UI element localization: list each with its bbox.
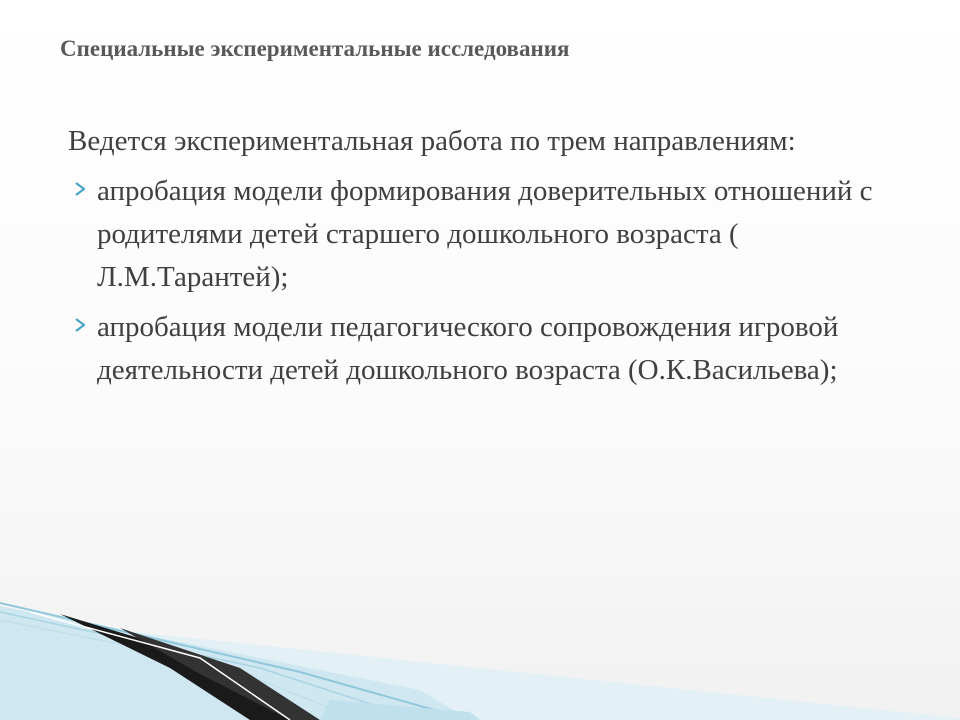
bullet-text: апробация модели педагогического сопровождения игровой деятельности детей дошкольного возраста (О.К.Васильева);: [97, 311, 839, 386]
slide-content: [68, 120, 908, 392]
bullet-text: апробация модели формирования доверительных отношений с родителями детей старшего дошкольного возраста ( Л.М.Тарантей);: [97, 175, 873, 293]
list-item: [68, 306, 908, 392]
list-item: [68, 170, 908, 299]
chevron-right-icon: [73, 317, 87, 333]
bullet-list: [68, 170, 908, 392]
chevron-right-icon: [73, 181, 87, 197]
slide-title: Специальные экспериментальные исследования: [60, 36, 570, 61]
intro-text: Ведется экспериментальная работа по трем направлениям:: [68, 125, 796, 157]
